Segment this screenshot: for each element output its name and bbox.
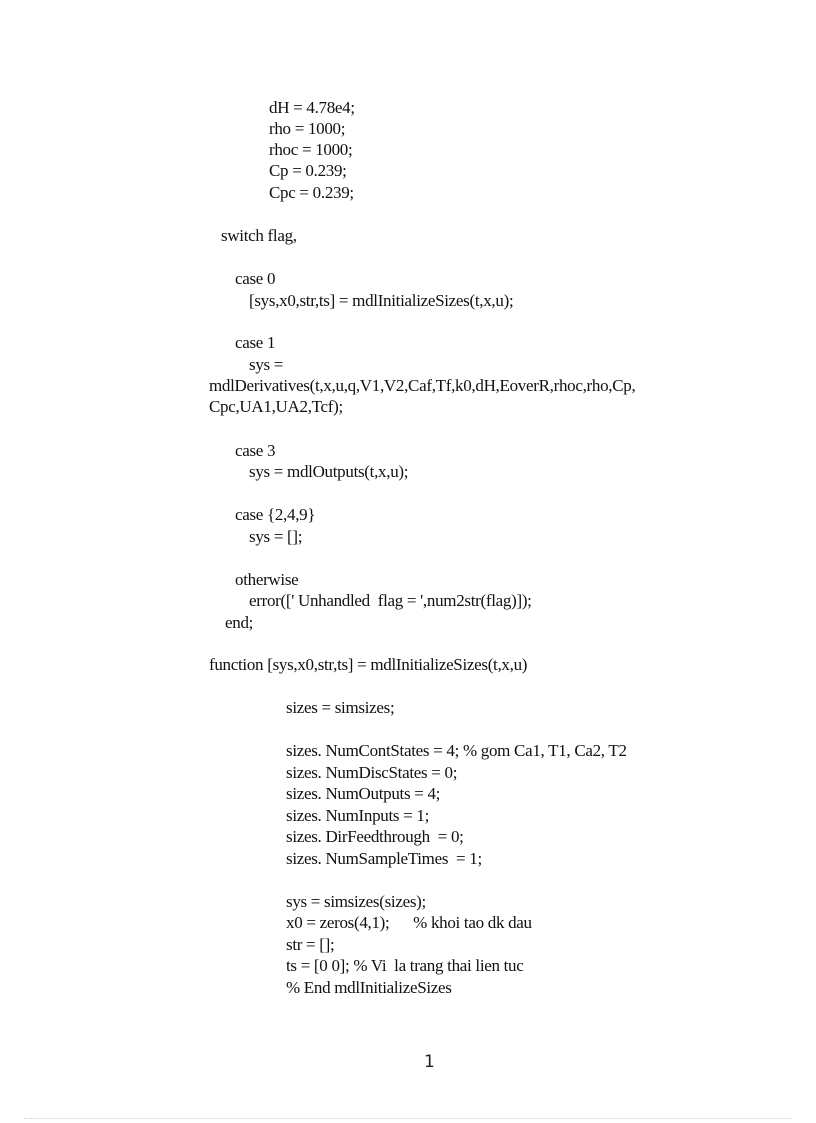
code-line: x0 = zeros(4,1); % khoi tao dk dau (286, 913, 532, 932)
code-line: sizes. DirFeedthrough = 0; (286, 827, 464, 846)
code-line: sys = simsizes(sizes); (286, 892, 426, 911)
code-line: Cpc = 0.239; (269, 183, 354, 202)
code-line: Cp = 0.239; (269, 161, 347, 180)
code-line: sizes. NumOutputs = 4; (286, 784, 441, 803)
page-number: 1 (424, 1052, 435, 1072)
code-line: otherwise (235, 570, 299, 589)
code-line: Cpc,UA1,UA2,Tcf); (209, 397, 343, 416)
code-line: case 1 (235, 333, 276, 352)
code-line: % End mdlInitializeSizes (286, 978, 452, 997)
code-line: [sys,x0,str,ts] = mdlInitializeSizes(t,x,u); (249, 291, 514, 310)
code-line: case {2,4,9} (235, 505, 316, 524)
code-line: sizes. NumSampleTimes = 1; (286, 849, 482, 868)
code-line: sizes = simsizes; (286, 698, 395, 717)
code-line: function [sys,x0,str,ts] = mdlInitializeSizes(t,x,u) (209, 655, 528, 674)
code-line: dH = 4.78e4; (269, 98, 355, 117)
code-line: rho = 1000; (269, 119, 346, 138)
page-bottom-divider (24, 1118, 792, 1119)
code-line: rhoc = 1000; (269, 140, 353, 159)
code-line: sizes. NumInputs = 1; (286, 806, 430, 825)
code-line: sizes. NumContStates = 4; % gom Ca1, T1, Ca2, T2 (286, 741, 627, 760)
code-line: sys = mdlOutputs(t,x,u); (249, 462, 409, 481)
code-line: case 0 (235, 269, 276, 288)
code-line: str = []; (286, 935, 335, 954)
code-line: ts = [0 0]; % Vi la trang thai lien tuc (286, 956, 524, 975)
code-line: switch flag, (221, 226, 297, 245)
code-line: error([' Unhandled flag = ',num2str(flag)]); (249, 591, 532, 610)
code-line: sys = (249, 355, 284, 374)
code-line: sys = []; (249, 527, 303, 546)
code-line: end; (225, 613, 254, 632)
code-line: case 3 (235, 441, 276, 460)
code-line: mdlDerivatives(t,x,u,q,V1,V2,Caf,Tf,k0,dH,EoverR,rhoc,rho,Cp, (209, 376, 636, 395)
code-line: sizes. NumDiscStates = 0; (286, 763, 458, 782)
